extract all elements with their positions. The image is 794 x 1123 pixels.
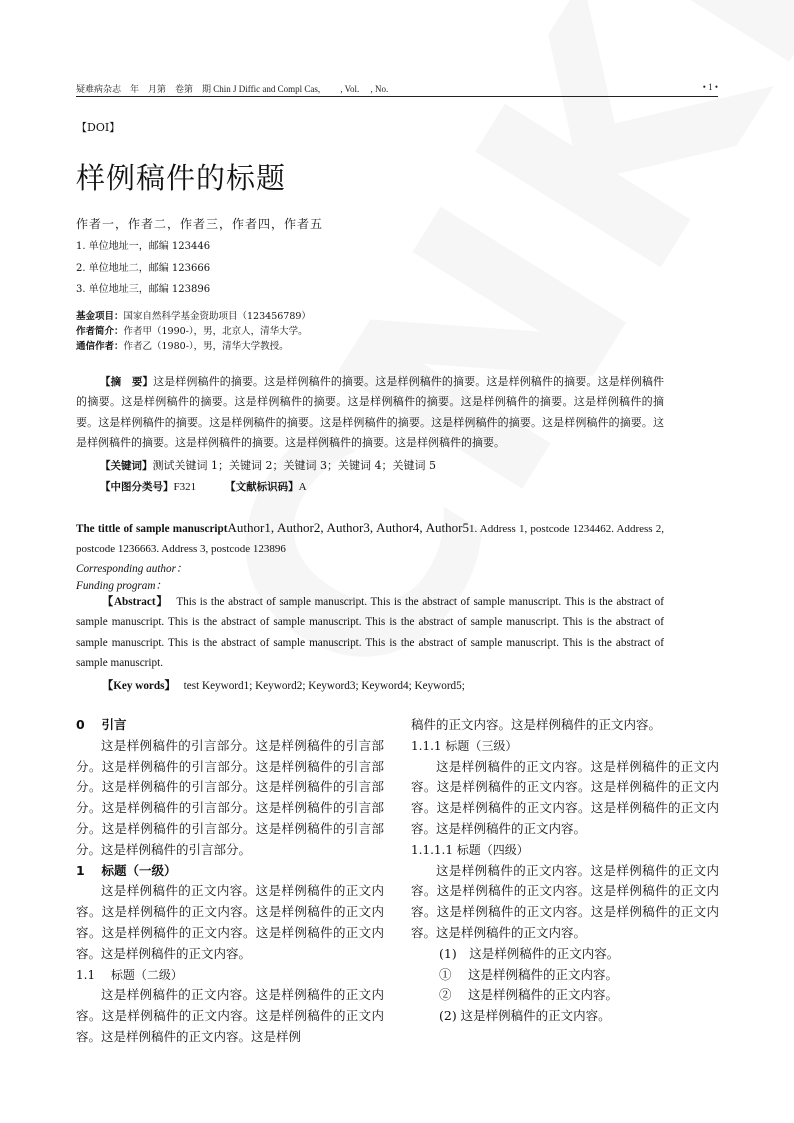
abstract-cn-text: 这是样例稿件的摘要。这是样例稿件的摘要。这是样例稿件的摘要。这是样例稿件的摘要。这是样例稿件的摘要。这是样例稿件的摘要。这是样例稿件的摘要。这是样例稿件的摘要。这是样例稿件的摘要。这是样例稿件的摘要。这是样例稿件的摘要。这是样例稿件的摘要。这是样例稿件的摘要。这是样例稿件的摘要。这是样例稿件的摘要。这是样例稿件的摘要。这是样例稿件的摘要。这是样例稿件的摘要。这是样例稿件的摘要。	[76, 375, 665, 449]
clc-label: 【中图分类号】	[100, 481, 174, 493]
heading-0: 0 引言	[76, 717, 127, 732]
list-item: ② 这是样例稿件的正文内容。	[439, 987, 618, 1003]
intro-paragraph: 这是样例稿件的引言部分。这是样例稿件的引言部分。这是样例稿件的引言部分。这是样例稿件的引言部分。这是样例稿件的引言部分。这是样例稿件的引言部分。这是样例稿件的引言部分。这是样例稿件的引言部分。这是样例稿件的引言部分。这是样例稿件的引言部分。这是样例稿件的引言部分。	[76, 737, 384, 857]
list-item: (1) 这是样例稿件的正文内容。	[439, 945, 620, 961]
doc-value: A	[298, 481, 307, 493]
doc-label: 【文献标识码】	[225, 481, 299, 493]
list-item: (2) 这是样例稿件的正文内容。	[439, 1008, 611, 1024]
doi-label: 【DOI】	[76, 121, 121, 134]
english-title: The tittle of sample manuscript	[76, 523, 228, 535]
keywords-cn	[100, 457, 436, 473]
abstract-cn-label: 【摘 要】	[100, 376, 154, 388]
english-abstract-label: 【Abstract】	[102, 596, 169, 608]
list-item: ① 这是样例稿件的正文内容。	[439, 966, 618, 982]
address-3: 3. 单位地址三，邮编 123896	[76, 284, 211, 295]
heading-1-1-1-1: 1.1.1.1 标题（四级）	[411, 842, 529, 857]
classification-line	[100, 479, 307, 494]
bio-text: 作者甲（1990-），男，北京人，清华大学。	[123, 326, 308, 337]
running-header: 疑难病杂志 年 月第 卷第 期 Chin J Diffic and Compl Cas, , Vol. , No.	[76, 84, 389, 94]
english-keywords	[102, 676, 465, 696]
heading-1: 1 标题（一级）	[76, 862, 177, 878]
fund-text: 国家自然科学基金资助项目（123456789）	[123, 311, 311, 322]
page-number: • 1 •	[702, 82, 718, 92]
keywords-cn-text: 测试关键词 1；关键词 2；关键词 3；关键词 4；关键词 5	[152, 459, 436, 472]
bio-label: 作者简介：	[76, 326, 124, 337]
abstract-cn	[76, 372, 664, 453]
fund-line	[76, 308, 311, 322]
keywords-cn-label: 【关键词】	[100, 460, 153, 472]
heading-1-1: 1.1 标题（二级）	[76, 967, 183, 982]
right-column	[411, 715, 719, 1027]
english-abstract	[76, 592, 664, 673]
header-rule	[76, 96, 718, 97]
address-1: 1. 单位地址一，邮编 123446	[76, 241, 211, 252]
body-paragraph-1-1-cont: 稿件的正文内容。这是样例稿件的正文内容。	[411, 717, 662, 732]
body-paragraph-1: 这是样例稿件的正文内容。这是样例稿件的正文内容。这是样例稿件的正文内容。这是样例稿件的正文内容。这是样例稿件的正文内容。这是样例稿件的正文内容。这是样例稿件的正文内容。	[76, 883, 384, 961]
left-column	[76, 715, 384, 1048]
english-title-block	[76, 518, 664, 560]
english-authors: Author1, Author2, Author3, Author4, Author5	[227, 520, 469, 535]
bio-line	[76, 323, 308, 337]
funding-program: Funding program：	[76, 580, 167, 592]
corr-text: 作者乙（1980-），男，清华大学教授。	[123, 341, 289, 352]
heading-1-1-1: 1.1.1 标题（三级）	[411, 738, 518, 753]
english-keywords-text: test Keyword1; Keyword2; Keyword3; Keyword4; Keyword5;	[183, 680, 465, 692]
clc-value: F321	[173, 481, 197, 493]
fund-label: 基金项目：	[76, 311, 124, 322]
body-paragraph-1-1-1-1: 这是样例稿件的正文内容。这是样例稿件的正文内容。这是样例稿件的正文内容。这是样例稿件的正文内容。这是样例稿件的正文内容。这是样例稿件的正文内容。这是样例稿件的正文内容。	[411, 862, 719, 940]
author-list: 作者一，作者二，作者三，作者四，作者五	[76, 217, 324, 231]
body-paragraph-1-1: 这是样例稿件的正文内容。这是样例稿件的正文内容。这是样例稿件的正文内容。这是样例稿件的正文内容。这是样例稿件的正文内容。这是样例	[76, 987, 384, 1044]
english-addresses: 1. Address 1, postcode 1234462. Address 2, postcode 1236663. Address 3, postcode 123896	[76, 523, 665, 556]
english-abstract-text: This is the abstract of sample manuscript. This is the abstract of sample manuscript. This is the abstract of sample manuscript. This is the abstract of sample manuscript. This is the abstract of sample manuscript. This is the abstract of sample manuscript. This is the abstract of sample manuscript. This is the abstract of sample manuscript. This is the abstract of sample manuscript.	[76, 596, 664, 669]
paper-title: 样例稿件的标题	[76, 161, 287, 195]
corr-line	[76, 338, 289, 352]
address-2: 2. 单位地址二，邮编 123666	[76, 263, 211, 274]
english-keywords-label: 【Key words】	[102, 680, 176, 692]
corr-label: 通信作者：	[76, 341, 124, 352]
corresponding-author: Corresponding author：	[76, 563, 188, 575]
body-paragraph-1-1-1: 这是样例稿件的正文内容。这是样例稿件的正文内容。这是样例稿件的正文内容。这是样例稿件的正文内容。这是样例稿件的正文内容。这是样例稿件的正文内容。这是样例稿件的正文内容。	[411, 758, 719, 836]
